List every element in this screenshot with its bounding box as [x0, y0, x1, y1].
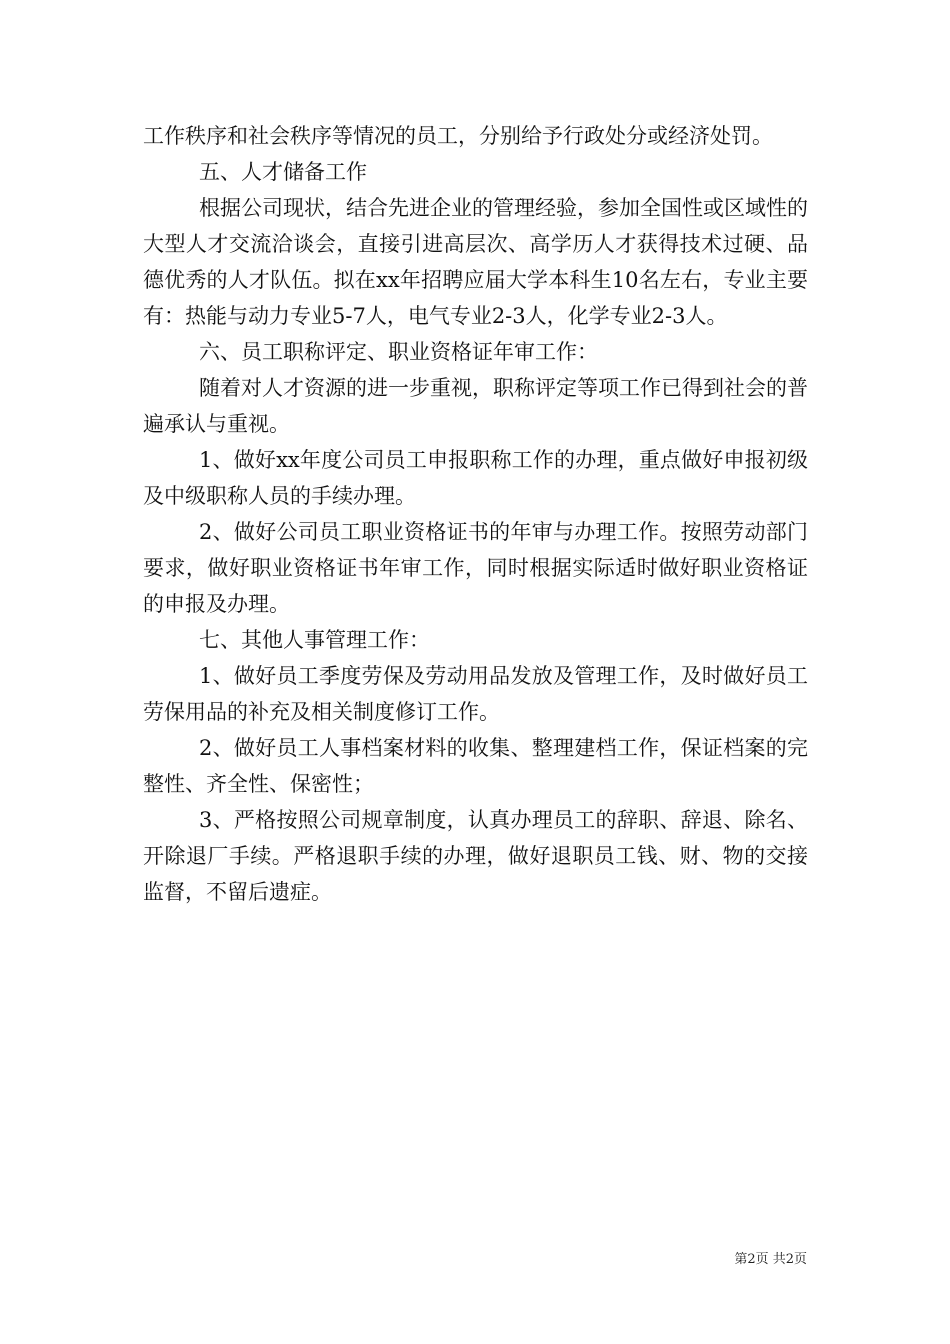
list-item: 1、做好xx年度公司员工申报职称工作的办理，重点做好申报初级及中级职称人员的手续办理。 — [143, 448, 808, 508]
list-item: 2、做好公司员工职业资格证书的年审与办理工作。按照劳动部门要求，做好职业资格证书年审工作，同时根据实际适时做好职业资格证的申报及办理。 — [143, 520, 808, 616]
section-heading-talent-reserve: 五、人才储备工作 — [199, 160, 367, 184]
page-number-footer: 第2页 共2页 — [734, 1252, 807, 1267]
section-heading-other-hr-work: 七、其他人事管理工作： — [199, 628, 430, 652]
paragraph: 工作秩序和社会秩序等情况的员工，分别给予行政处分或经济处罚。 — [143, 124, 773, 148]
paragraph: 随着对人才资源的进一步重视，职称评定等项工作已得到社会的普遍承认与重视。 — [143, 376, 808, 436]
section-heading-title-evaluation: 六、员工职称评定、职业资格证年审工作： — [199, 340, 598, 364]
document-body — [143, 118, 808, 910]
list-item: 1、做好员工季度劳保及劳动用品发放及管理工作，及时做好员工劳保用品的补充及相关制度修订工作。 — [143, 664, 808, 724]
paragraph: 根据公司现状，结合先进企业的管理经验，参加全国性或区域性的大型人才交流洽谈会，直接引进高层次、高学历人才获得技术过硬、品德优秀的人才队伍。拟在xx年招聘应届大学本科生10名左右，专业主要有：热能与动力专业5-7人，电气专业2-3人，化学专业2-3人。 — [143, 196, 808, 328]
list-item: 3、严格按照公司规章制度，认真办理员工的辞职、辞退、除名、开除退厂手续。严格退职手续的办理，做好退职员工钱、财、物的交接监督，不留后遗症。 — [143, 808, 808, 904]
list-item: 2、做好员工人事档案材料的收集、整理建档工作，保证档案的完整性、齐全性、保密性； — [143, 736, 808, 796]
